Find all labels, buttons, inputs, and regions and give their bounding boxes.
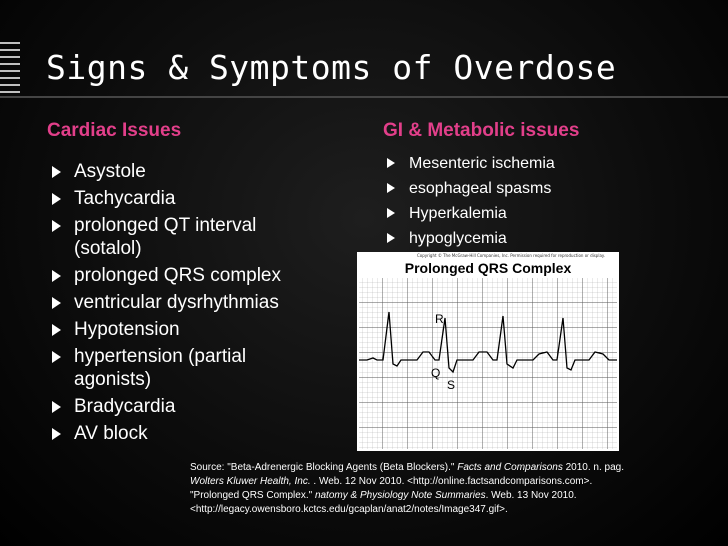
list-item-label: hypertension (partial agonists)	[74, 346, 247, 390]
bullet-icon	[52, 428, 61, 440]
cardiac-issues-list	[50, 160, 320, 449]
list-item	[385, 179, 705, 198]
gi-metabolic-list	[385, 154, 705, 254]
bullet-icon	[52, 166, 61, 178]
list-item	[50, 214, 320, 260]
list-item-label: ventricular dysrhythmias	[74, 292, 279, 313]
source-line-4: <http://legacy.owensboro.kctcs.edu/gcaplan/anat2/notes/Image347.gif>.	[190, 504, 508, 515]
bullet-icon	[52, 401, 61, 413]
source-citation	[190, 461, 690, 517]
list-item	[385, 204, 705, 223]
source-text: . Web. 13 Nov 2010.	[485, 490, 577, 501]
left-column-heading: Cardiac Issues	[47, 120, 182, 141]
source-line-2	[190, 475, 690, 489]
list-item-label: Bradycardia	[74, 396, 176, 417]
list-item	[50, 264, 320, 287]
list-item-label: Asystole	[74, 161, 146, 182]
source-text: Source: "Beta-Adrenergic Blocking Agents (Beta Blockers)."	[190, 462, 458, 473]
bullet-icon	[387, 183, 395, 193]
bullet-icon	[387, 208, 395, 218]
bullet-icon	[52, 351, 61, 363]
list-item	[385, 229, 705, 248]
bullet-icon	[52, 193, 61, 205]
list-item	[50, 345, 320, 391]
list-item-label: hypoglycemia	[409, 230, 507, 247]
ecg-label-s: S	[447, 378, 456, 392]
list-item-label: AV block	[74, 423, 148, 444]
right-column-heading: GI & Metabolic issues	[383, 120, 580, 141]
bullet-icon	[52, 297, 61, 309]
source-line-1	[190, 461, 690, 475]
source-text: 2010. n. pag.	[562, 462, 625, 473]
list-item-label: prolonged QT interval (sotalol)	[74, 215, 257, 259]
source-italic: natomy & Physiology Note Summaries	[314, 490, 486, 501]
source-italic: Facts and Comparisons	[457, 462, 563, 473]
ecg-strip-image	[357, 252, 619, 451]
figure-copyright: Copyright © The McGraw-Hill Companies, Inc. Permission required for reproduction or display.	[417, 253, 605, 258]
source-text: . Web. 12 Nov 2010. <http://online.factsandcomparisons.com>.	[310, 476, 593, 487]
figure-title: Prolonged QRS Complex	[404, 260, 572, 276]
title-divider	[0, 96, 728, 98]
bullet-icon	[52, 220, 61, 232]
source-italic: Wolters Kluwer Health, Inc.	[190, 476, 311, 487]
list-item	[385, 154, 705, 173]
list-item-label: Mesenteric ischemia	[409, 155, 555, 172]
list-item-label: prolonged QRS complex	[74, 265, 281, 286]
ecg-label-q: Q	[431, 366, 441, 380]
list-item-label: Tachycardia	[74, 188, 176, 209]
list-item-label: Hyperkalemia	[409, 205, 507, 222]
list-item	[50, 422, 320, 445]
slide-title: Signs & Symptoms of Overdose	[46, 48, 617, 87]
list-item	[50, 160, 320, 183]
list-item	[50, 187, 320, 210]
ecg-figure	[357, 252, 619, 451]
bullet-icon	[52, 270, 61, 282]
bullet-icon	[387, 233, 395, 243]
list-item	[50, 318, 320, 341]
decorative-stripes	[0, 42, 20, 100]
list-item	[50, 395, 320, 418]
list-item-label: esophageal spasms	[409, 180, 552, 197]
bullet-icon	[52, 324, 61, 336]
ecg-label-r: R	[435, 312, 444, 326]
source-line-3	[190, 489, 690, 503]
list-item-label: Hypotension	[74, 319, 180, 340]
list-item	[50, 291, 320, 314]
bullet-icon	[387, 158, 395, 168]
source-text: "Prolonged QRS Complex."	[190, 490, 315, 501]
